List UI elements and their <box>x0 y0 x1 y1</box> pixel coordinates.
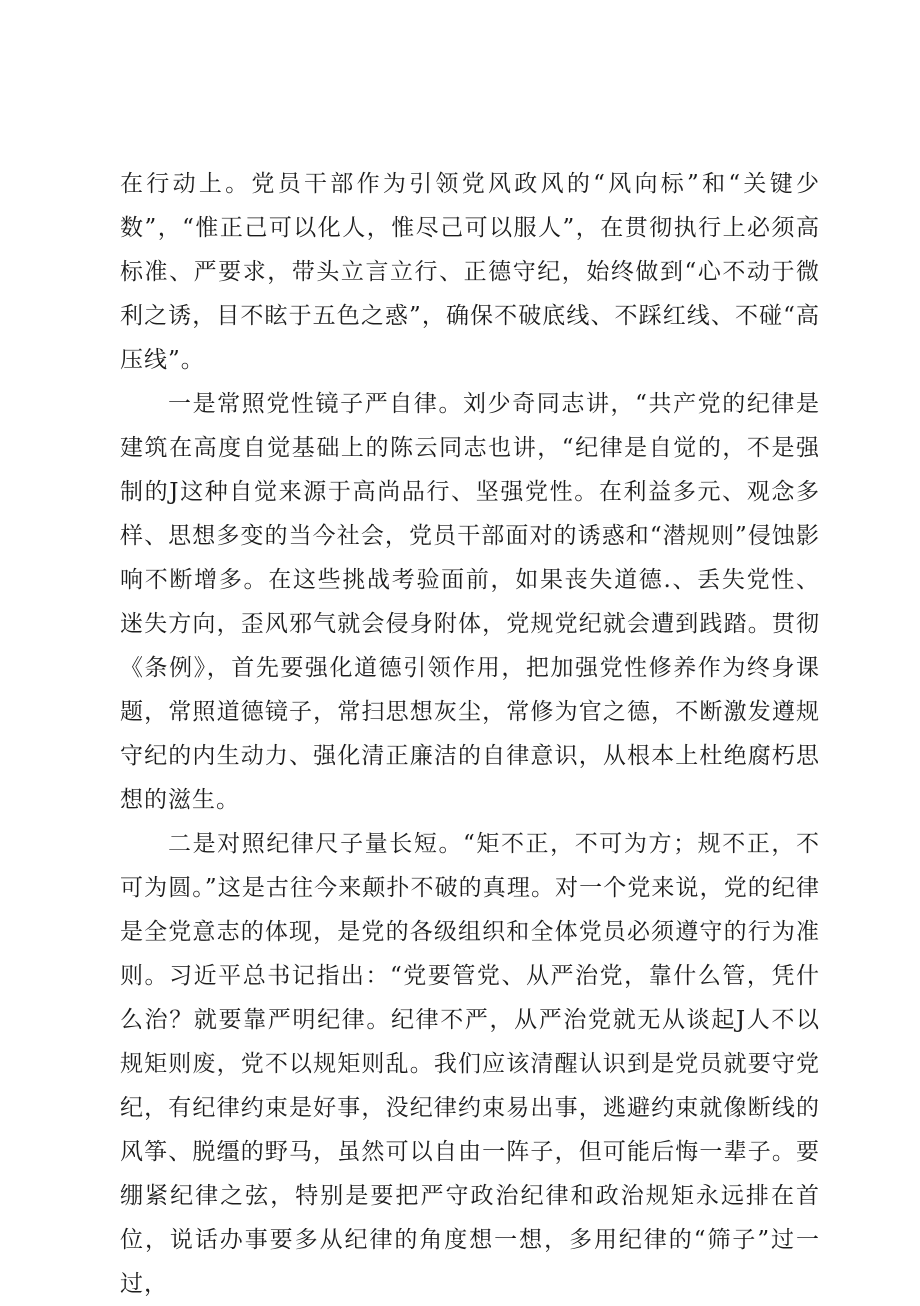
paragraph-self-discipline: 一是常照党性镜子严自律。刘少奇同志讲，“共产党的纪律是建筑在高度自觉基础上的陈云同志也讲，“纪律是自觉的，不是强制的J这种自觉来源于高尚品行、坚强党性。在利益多元、观念多样、思想多变的当今社会，党员干部面对的诱惑和“潜规则”侵蚀影响不断增多。在这些挑战考验面前，如果丧失道德.、丢失党性、迷失方向，歪风邪气就会侵身附体，党规党纪就会遭到践踏。贯彻《条例》，首先要强化道德引领作用，把加强党性修养作为终身课题，常照道德镜子，常扫思想灰尘，常修为官之德，不断激发遵规守纪的内生动力、强化清正廉洁的自律意识，从根本上杜绝腐朽思想的滋生。 <box>120 391 820 813</box>
paragraph-continuation: 在行动上。党员干部作为引领党风政风的“风向标”和“关键少数”，“惟正己可以化人，惟尽己可以服人”，在贯彻执行上必须高标准、严要求，带头立言立行、正德守纪，始终做到“心不动于微利之诱，目不眩于五色之惑”，确保不破底线、不踩红线、不碰“高压线”。 <box>120 171 820 373</box>
paragraph-discipline-ruler: 二是对照纪律尺子量长短。“矩不正，不可为方；规不正，不可为圆。”这是古往今来颠扑不破的真理。对一个党来说，党的纪律是全党意志的体现，是党的各级组织和全体党员必须遵守的行为准则。习近平总书记指出：“党要管党、从严治党，靠什么管，凭什么治？就要靠严明纪律。纪律不严，从严治党就无从谈起J人不以规矩则废，党不以规矩则乱。我们应该清醒认识到是党员就要守党纪，有纪律约束是好事，没纪律约束易出事，逃避约束就像断线的风筝、脱缰的野马，虽然可以自由一阵子，但可能后悔一辈子。要绷紧纪律之弦，特别是要把严守政治纪律和政治规矩永远排在首位，说话办事要多从纪律的角度想一想，多用纪律的“筛子”过一过， <box>120 831 820 1297</box>
document-body <box>120 162 820 1306</box>
